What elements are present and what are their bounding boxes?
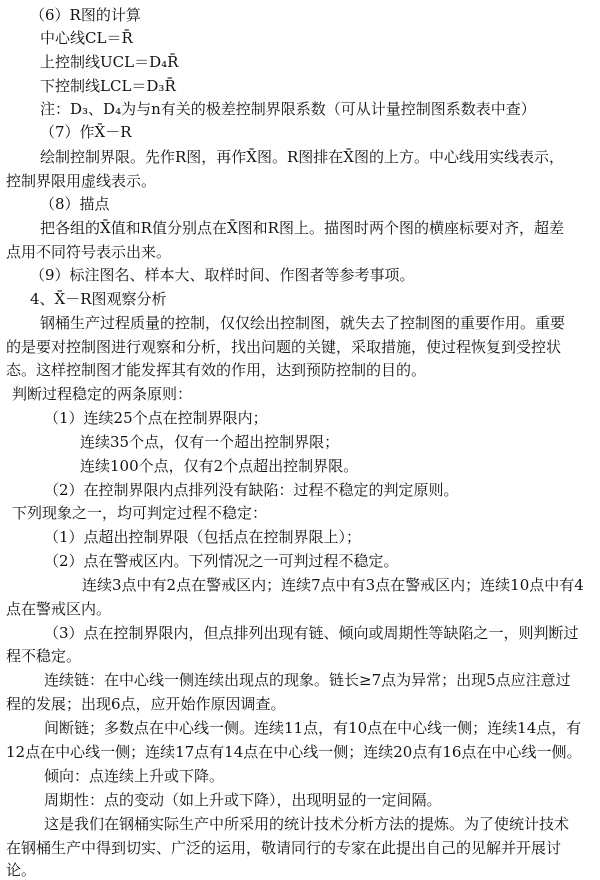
section-7-heading: （7）作X̄－R xyxy=(40,123,132,141)
section-9-text: （9）标注图名、样本大、取样时间、作图者等参考事项。 xyxy=(30,266,415,284)
unstable-3: 程不稳定。 xyxy=(6,647,82,665)
two-rules-heading: 判断过程稳定的两条原则： xyxy=(12,385,193,403)
section-7-text-line: 控制界限用虚线表示。 xyxy=(6,172,157,190)
section-6-heading: （6）R图的计算 xyxy=(30,6,141,24)
section-7-text-line: 绘制控制界限。先作R图，再作X̄图。R图排在X̄图的上方。中心线用实线表示， xyxy=(40,148,564,166)
section-8-text-line: 把各组的X̄值和R值分别点在X̄图和R图上。描图时两个图的横座标要对齐，超差 xyxy=(40,219,564,237)
unstable-2-detail: 点在警戒区内。 xyxy=(6,600,112,618)
final-paragraph: 在钢桶生产中得到切实、广泛的运用，敬请同行的专家在此提出自己的见解并开展讨 xyxy=(6,839,562,857)
period-definition: 周期性：点的变动（如上升或下降），出现明显的一定间隔。 xyxy=(44,791,442,809)
gap-chain-definition: 间断链；多数点在中心线一侧。连续11点，有10点在中心线一侧；连续14点，有 xyxy=(44,719,582,737)
unstable-3: （3）点在控制界限内，但点排列出现有链、倾向或周期性等缺陷之一，则判断过 xyxy=(44,624,579,642)
chain-definition: 连续链：在中心线一侧连续出现点的现象。链长≥7点为异常；出现5点应注意过 xyxy=(44,671,571,689)
section-8-heading: （8）描点 xyxy=(40,195,110,213)
lcl-formula: 下控制线LCL＝D₃R̄ xyxy=(40,77,176,95)
cl-formula: 中心线CL＝R̄ xyxy=(40,29,133,47)
section-8-text-line: 点用不同符号表示出来。 xyxy=(6,243,172,261)
rule-1-line: 连续35个点，仅有一个超出控制界限； xyxy=(80,433,340,451)
rule-2-line: （2）在控制界限内点排列没有缺陷：过程不稳定的判定原则。 xyxy=(44,481,459,499)
trend-definition: 倾向：点连续上升或下降。 xyxy=(44,767,225,785)
note-text: 注：D₃、D₄为与n有关的极差控制界限系数（可从计量控制图系数表中查） xyxy=(40,100,536,118)
paragraph-line: 的是要对控制图进行观察和分析，找出问题的关键，采取措施，使过程恢复到受控状 xyxy=(6,338,562,356)
paragraph-line: 钢桶生产过程质量的控制，仅仅绘出控制图，就失去了控制图的重要作用。重要 xyxy=(40,314,566,332)
unstable-2-detail: 连续3点中有2点在警戒区内；连续7点中有3点在警戒区内；连续10点中有4 xyxy=(82,576,584,594)
rule-1-line: 连续100个点，仅有2个点超出控制界限。 xyxy=(80,457,359,475)
rule-1-line: （1）连续25个点在控制界限内； xyxy=(44,409,268,427)
final-paragraph: 这是我们在钢桶实际生产中所采用的统计技术分析方法的提炼。为了使统计技术 xyxy=(44,815,570,833)
paragraph-line: 态。这样控制图才能发挥其有效的作用，达到预防控制的目的。 xyxy=(6,361,427,379)
ucl-formula: 上控制线UCL＝D₄R̄ xyxy=(40,53,179,71)
gap-chain-definition: 12点在中心线一侧；连续17点有14点在中心线一侧；连续20点有16点在中心线一侧。 xyxy=(6,743,582,761)
section-4-heading: 4、X̄－R图观察分析 xyxy=(30,290,167,308)
unstable-2: （2）点在警戒区内。下列情况之一可判过程不稳定。 xyxy=(44,552,399,570)
unstable-1: （1）点超出控制界限（包括点在控制界限上）； xyxy=(44,528,362,546)
chain-definition: 程的发展；出现6点，应开始作原因调查。 xyxy=(6,695,286,713)
final-paragraph: 论。 xyxy=(6,861,37,879)
unstable-intro: 下列现象之一，均可判定过程不稳定： xyxy=(12,504,268,522)
